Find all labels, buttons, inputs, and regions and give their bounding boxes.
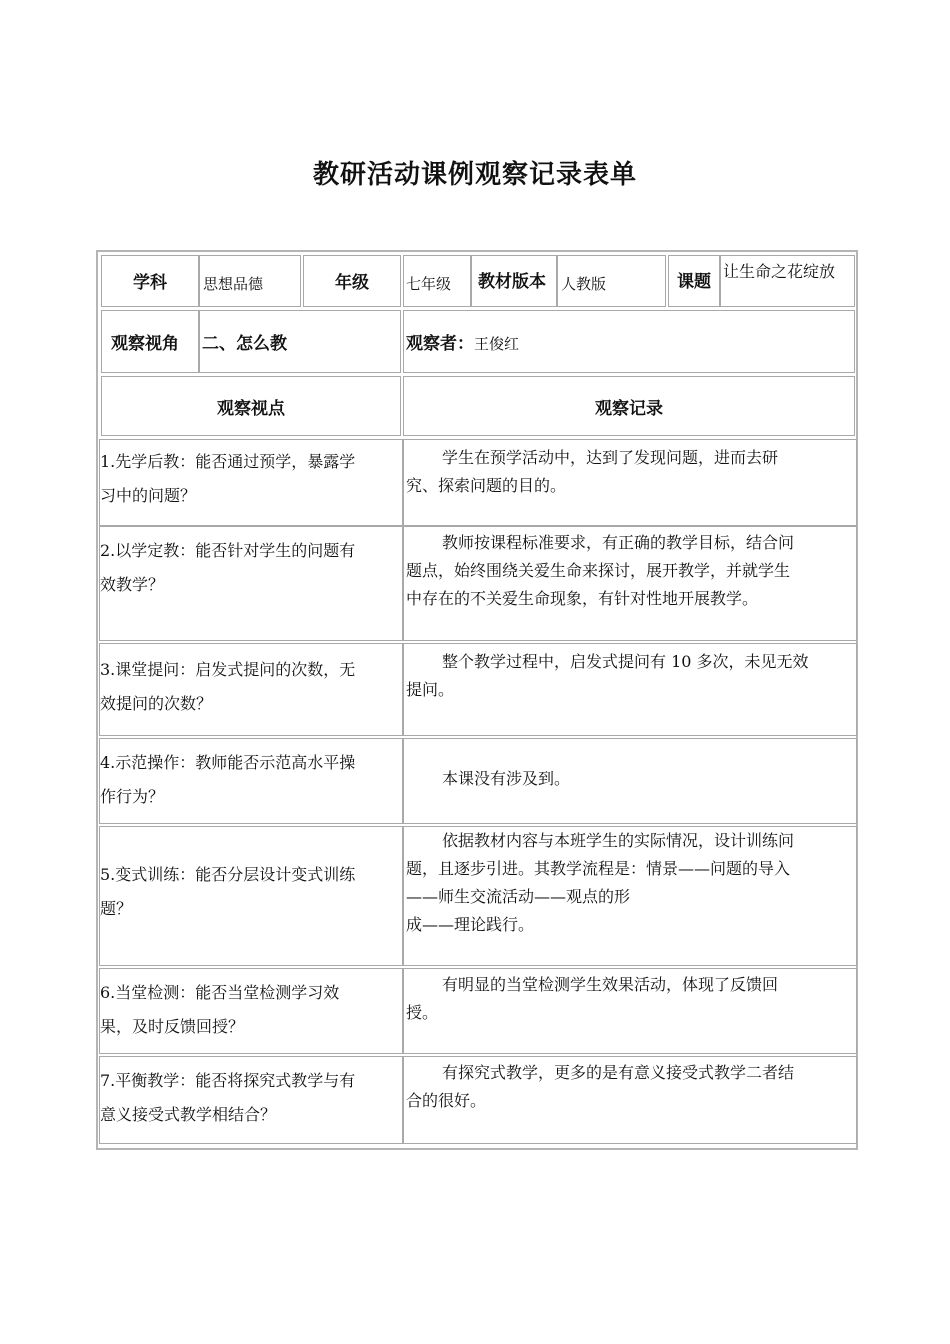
observation-record-line: 学生在预学活动中，达到了发现问题，进而去研 (442, 448, 779, 467)
observer-cell (403, 310, 855, 373)
observation-point-cell (99, 439, 403, 526)
observation-record-line: 题点，始终围绕关爱生命来探讨，展开教学，并就学生 (406, 561, 791, 580)
observer-label: 观察者： (406, 334, 474, 354)
observation-record-line: 授。 (406, 1003, 439, 1022)
column-header-point: 观察视点 (101, 376, 401, 436)
observation-record-cell (403, 1056, 857, 1144)
observation-point-cell (99, 738, 403, 824)
observation-point-line: 效教学？ (100, 575, 165, 594)
observation-record-cell (403, 643, 857, 736)
subject-value: 思想品德 (199, 255, 301, 307)
observation-record-line: 有明显的当堂检测学生效果活动，体现了反馈回 (442, 975, 779, 994)
perspective-label: 观察视角 (101, 310, 199, 373)
observation-record-cell (403, 439, 857, 526)
observation-record-cell (403, 826, 857, 966)
column-header-record: 观察记录 (403, 376, 855, 436)
observation-record-line: 成——理论践行。 (406, 915, 535, 934)
observation-point-line: 5.变式训练：能否分层设计变式训练 (100, 865, 356, 884)
observation-record-line: 本课没有涉及到。 (442, 769, 571, 788)
edition-value: 人教版 (557, 255, 666, 307)
observation-record-line: 提问。 (406, 680, 455, 699)
observation-point-cell (99, 1056, 403, 1144)
observer-value: 王俊红 (474, 335, 520, 353)
perspective-value: 二、怎么教 (199, 310, 401, 373)
topic-label: 课题 (668, 255, 720, 307)
observation-record-line: ——师生交流活动——观点的形 (406, 887, 631, 906)
observation-point-line: 2.以学定教：能否针对学生的问题有 (100, 541, 356, 560)
page-title: 教研活动课例观察记录表单 (312, 160, 637, 190)
observation-point-cell (99, 643, 403, 736)
observation-record-line: 教师按课程标准要求，有正确的教学目标，结合问 (442, 533, 795, 552)
observation-record-line: 究、探索问题的目的。 (406, 476, 567, 495)
observation-point-line: 6.当堂检测：能否当堂检测学习效 (100, 983, 340, 1002)
observation-record-cell (403, 968, 857, 1054)
observation-point-line: 效提问的次数？ (100, 694, 213, 713)
subject-label: 学科 (101, 255, 199, 307)
observation-point-cell (99, 968, 403, 1054)
grade-value: 七年级 (403, 255, 471, 307)
observation-point-line: 意义接受式教学相结合？ (100, 1105, 277, 1124)
observation-record-cell (403, 738, 857, 824)
observation-record-line: 依据教材内容与本班学生的实际情况，设计训练问 (442, 831, 795, 850)
observation-record-line: 有探究式教学，更多的是有意义接受式教学二者结 (442, 1063, 795, 1082)
grade-label: 年级 (303, 255, 401, 307)
observation-point-line: 作行为？ (100, 787, 165, 806)
observation-point-cell (99, 526, 403, 641)
observation-record-cell (403, 526, 857, 641)
edition-label: 教材版本 (471, 255, 557, 307)
observation-point-line: 4.示范操作：教师能否示范高水平操 (100, 753, 356, 772)
observation-record-line: 中存在的不关爱生命现象，有针对性地开展教学。 (406, 589, 759, 608)
topic-value: 让生命之花绽放 (720, 255, 855, 307)
observation-point-cell (99, 826, 403, 966)
observation-record-line: 合的很好。 (406, 1091, 487, 1110)
observation-point-line: 7.平衡教学：能否将探究式教学与有 (100, 1071, 356, 1090)
observation-point-line: 题？ (100, 899, 133, 918)
observation-point-line: 1.先学后教：能否通过预学，暴露学 (100, 452, 356, 471)
observation-point-line: 习中的问题？ (100, 486, 197, 505)
observation-record-line: 整个教学过程中，启发式提问有 10 多次，未见无效 (442, 652, 809, 671)
observation-point-line: 3.课堂提问：启发式提问的次数，无 (100, 660, 356, 679)
observation-point-line: 果，及时反馈回授？ (100, 1017, 245, 1036)
observation-record-line: 题，且逐步引进。其教学流程是：情景——问题的导入 (406, 859, 791, 878)
